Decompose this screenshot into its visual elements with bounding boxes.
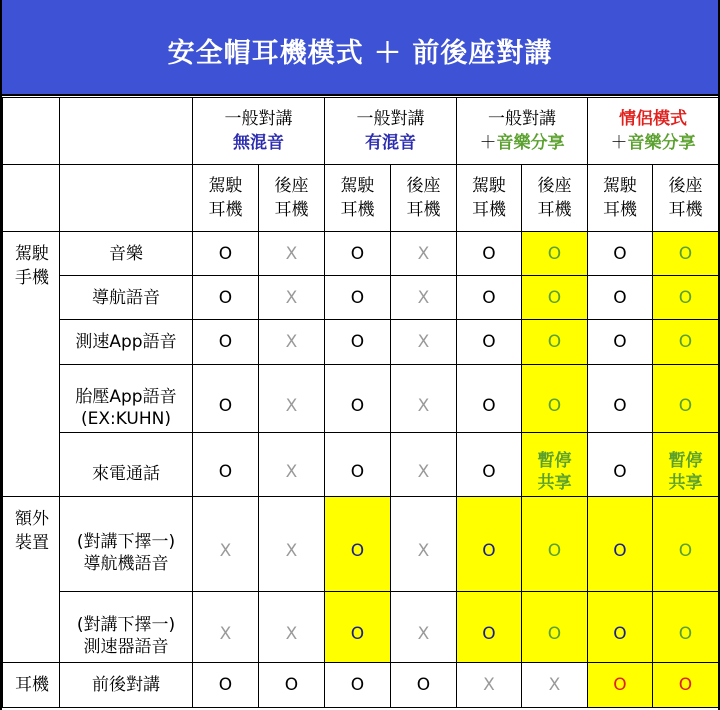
pause-share-text: 共享 <box>668 472 703 493</box>
subheader-text: 後座 <box>406 176 441 196</box>
support-cell <box>325 433 391 497</box>
comparison-table <box>2 97 719 708</box>
support-cell <box>653 592 719 663</box>
pause-share-text: 暫停 <box>668 450 703 471</box>
support-cell <box>193 365 259 433</box>
supported-mark: O <box>678 675 693 695</box>
supported-mark: O <box>678 332 693 352</box>
feature-tire_app <box>60 365 193 433</box>
supported-mark: O <box>547 332 562 352</box>
supported-mark: O <box>547 541 562 561</box>
group-label: 額外 <box>15 509 49 529</box>
supported-mark: O <box>350 332 365 352</box>
corner-cell <box>3 98 60 165</box>
supported-mark: O <box>678 287 693 308</box>
subheader-text: 耳機 <box>274 200 309 220</box>
supported-mark: O <box>547 395 562 416</box>
supported-mark: O <box>482 461 496 482</box>
table-row <box>3 232 719 276</box>
table-row <box>3 276 719 320</box>
support-cell <box>588 592 653 663</box>
support-cell <box>522 433 588 497</box>
feature-label: 導航機語音 <box>83 554 169 574</box>
supported-mark: O <box>482 624 496 644</box>
support-cell <box>522 663 588 708</box>
support-cell <box>522 592 588 663</box>
supported-mark: O <box>613 332 627 352</box>
support-cell <box>391 592 457 663</box>
support-cell <box>259 276 325 320</box>
support-cell <box>325 232 391 276</box>
support-cell <box>457 433 522 497</box>
supported-mark: O <box>613 624 627 644</box>
unsupported-mark: X <box>285 461 298 482</box>
table-row <box>3 592 719 663</box>
support-cell <box>325 497 391 592</box>
supported-mark: O <box>218 243 233 264</box>
support-cell <box>391 320 457 365</box>
unsupported-mark: X <box>285 287 298 308</box>
group-label: 耳機 <box>15 675 49 695</box>
table-row <box>3 497 719 592</box>
sub-header-row <box>3 165 719 232</box>
supported-mark: O <box>482 243 496 264</box>
support-cell <box>588 276 653 320</box>
unsupported-mark: X <box>483 675 495 695</box>
unsupported-mark: X <box>417 624 430 644</box>
mode-header-1 <box>193 98 325 165</box>
unsupported-mark: X <box>417 395 430 416</box>
support-cell <box>457 320 522 365</box>
unsupported-mark: X <box>417 461 430 482</box>
subheader-driver <box>457 165 522 232</box>
subheader-text: 後座 <box>537 176 572 196</box>
unsupported-mark: X <box>417 332 430 352</box>
support-cell <box>325 320 391 365</box>
subheader-text: 後座 <box>274 176 309 196</box>
support-cell <box>259 497 325 592</box>
subheader-passenger <box>391 165 457 232</box>
group-external <box>3 497 60 663</box>
support-cell <box>259 592 325 663</box>
corner-cell <box>3 165 60 232</box>
supported-mark: O <box>678 243 693 264</box>
support-cell <box>588 232 653 276</box>
subheader-text: 駕駛 <box>603 176 637 196</box>
table-row <box>3 433 719 497</box>
support-cell <box>193 433 259 497</box>
support-cell <box>588 433 653 497</box>
unsupported-mark: X <box>417 287 430 308</box>
supported-mark: O <box>218 395 233 416</box>
mode-name: 一般對講 <box>356 109 425 129</box>
support-cell <box>457 497 522 592</box>
supported-mark: O <box>547 243 562 264</box>
unsupported-mark: X <box>285 624 298 644</box>
supported-mark: O <box>350 461 365 482</box>
feature-nav <box>60 276 193 320</box>
supported-mark: O <box>482 395 496 416</box>
mode-header-2 <box>325 98 457 165</box>
support-cell <box>193 663 259 708</box>
feature-label: (EX:KUHN) <box>80 408 171 429</box>
mode-sub: 無混音 <box>233 133 284 153</box>
supported-mark: O <box>613 243 627 264</box>
subheader-text: 耳機 <box>472 200 506 220</box>
support-cell <box>653 232 719 276</box>
support-cell <box>522 365 588 433</box>
supported-mark: O <box>613 461 627 482</box>
support-cell <box>259 232 325 276</box>
unsupported-mark: X <box>219 624 232 644</box>
mode-header-4 <box>588 98 719 165</box>
mode-header-3 <box>457 98 588 165</box>
subheader-passenger <box>653 165 719 232</box>
supported-mark: O <box>416 675 431 695</box>
support-cell <box>391 433 457 497</box>
table-row <box>3 320 719 365</box>
subheader-text: 後座 <box>668 176 703 196</box>
pause-share-text: 共享 <box>537 472 572 493</box>
support-cell <box>325 365 391 433</box>
supported-mark: O <box>350 287 365 308</box>
support-cell <box>522 497 588 592</box>
supported-mark: O <box>218 332 233 352</box>
support-cell <box>588 365 653 433</box>
support-cell <box>653 276 719 320</box>
feature-intercom <box>60 663 193 708</box>
supported-mark: O <box>350 243 365 264</box>
feature-speed_app <box>60 320 193 365</box>
support-cell <box>325 663 391 708</box>
supported-mark: O <box>218 287 233 308</box>
support-cell <box>522 232 588 276</box>
support-cell <box>653 433 719 497</box>
mode-sub: 音樂分享 <box>627 133 696 153</box>
supported-mark: O <box>218 675 233 695</box>
support-cell <box>588 497 653 592</box>
support-cell <box>457 276 522 320</box>
subheader-text: 耳機 <box>537 200 572 220</box>
subheader-text: 駕駛 <box>472 176 506 196</box>
supported-mark: O <box>350 675 365 695</box>
support-cell <box>391 663 457 708</box>
unsupported-mark: X <box>548 675 561 695</box>
feature-label: 導航語音 <box>92 287 160 308</box>
supported-mark: O <box>678 624 693 644</box>
support-cell <box>588 320 653 365</box>
support-cell <box>391 497 457 592</box>
support-cell <box>259 365 325 433</box>
feature-label: 音樂 <box>109 243 143 264</box>
unsupported-mark: X <box>285 395 298 416</box>
unsupported-mark: X <box>285 243 298 264</box>
subheader-driver <box>588 165 653 232</box>
supported-mark: O <box>482 541 496 561</box>
corner-cell <box>60 98 193 165</box>
group-headset <box>3 663 60 708</box>
feature-label: (對講下擇一) <box>76 532 176 552</box>
feature-label: 胎壓App語音 <box>75 386 177 407</box>
feature-call <box>60 433 193 497</box>
feature-label: 前後對講 <box>92 675 160 695</box>
supported-mark: O <box>613 287 627 308</box>
feature-ext_nav <box>60 497 193 592</box>
mode-name: 一般對講 <box>488 109 556 129</box>
support-cell <box>653 663 719 708</box>
support-cell <box>653 497 719 592</box>
mode-header-row <box>3 98 719 165</box>
support-cell <box>391 276 457 320</box>
subheader-passenger <box>259 165 325 232</box>
feature-music <box>60 232 193 276</box>
feature-ext_speed <box>60 592 193 663</box>
table-row <box>3 663 719 708</box>
supported-mark: O <box>482 332 496 352</box>
mode-sub: 音樂分享 <box>496 133 565 153</box>
support-cell <box>588 663 653 708</box>
mode-name: 一般對講 <box>224 109 293 129</box>
support-cell <box>193 232 259 276</box>
support-cell <box>325 276 391 320</box>
unsupported-mark: X <box>417 243 430 264</box>
subheader-text: 駕駛 <box>340 176 375 196</box>
supported-mark: O <box>218 461 233 482</box>
plus-sign: ＋ <box>610 133 628 153</box>
subheader-passenger <box>522 165 588 232</box>
supported-mark: O <box>547 624 562 644</box>
group-label: 駕駛 <box>15 244 49 264</box>
supported-mark: O <box>547 287 562 308</box>
supported-mark: O <box>678 395 693 416</box>
supported-mark: O <box>613 395 627 416</box>
supported-mark: O <box>678 541 693 561</box>
supported-mark: O <box>350 541 365 561</box>
unsupported-mark: X <box>285 541 298 561</box>
support-cell <box>457 592 522 663</box>
feature-label: 測速器語音 <box>83 637 169 657</box>
support-cell <box>193 592 259 663</box>
support-cell <box>391 365 457 433</box>
table-row <box>3 365 719 433</box>
group-label: 手機 <box>15 268 49 288</box>
supported-mark: O <box>613 675 627 695</box>
support-cell <box>522 276 588 320</box>
support-cell <box>259 663 325 708</box>
support-cell <box>259 320 325 365</box>
corner-cell <box>60 165 193 232</box>
support-cell <box>193 497 259 592</box>
feature-label: 來電通話 <box>92 463 160 484</box>
mode-sub: 有混音 <box>365 133 416 153</box>
subheader-text: 耳機 <box>603 200 637 220</box>
support-cell <box>653 365 719 433</box>
mode-name: 情侶模式 <box>619 109 687 129</box>
supported-mark: O <box>350 395 365 416</box>
page-title: 安全帽耳機模式 ＋ 前後座對講 <box>2 0 718 96</box>
feature-label: 測速App語音 <box>75 332 177 352</box>
group-phone <box>3 232 60 497</box>
support-cell <box>325 592 391 663</box>
support-cell <box>457 663 522 708</box>
pause-share-text: 暫停 <box>537 450 572 471</box>
support-cell <box>653 320 719 365</box>
unsupported-mark: X <box>285 332 298 352</box>
unsupported-mark: X <box>219 541 232 561</box>
support-cell <box>193 320 259 365</box>
subheader-driver <box>325 165 391 232</box>
supported-mark: O <box>350 624 365 644</box>
support-cell <box>457 232 522 276</box>
group-label: 裝置 <box>15 533 49 553</box>
feature-label: (對講下擇一) <box>76 615 176 635</box>
subheader-driver <box>193 165 259 232</box>
subheader-text: 耳機 <box>208 200 243 220</box>
supported-mark: O <box>284 675 299 695</box>
subheader-text: 耳機 <box>668 200 703 220</box>
support-cell <box>193 276 259 320</box>
subheader-text: 耳機 <box>340 200 375 220</box>
supported-mark: O <box>613 541 627 561</box>
subheader-text: 耳機 <box>406 200 441 220</box>
support-cell <box>522 320 588 365</box>
support-cell <box>391 232 457 276</box>
subheader-text: 駕駛 <box>208 176 243 196</box>
supported-mark: O <box>482 287 496 308</box>
plus-sign: ＋ <box>479 133 497 153</box>
unsupported-mark: X <box>417 541 430 561</box>
support-cell <box>259 433 325 497</box>
support-cell <box>457 365 522 433</box>
